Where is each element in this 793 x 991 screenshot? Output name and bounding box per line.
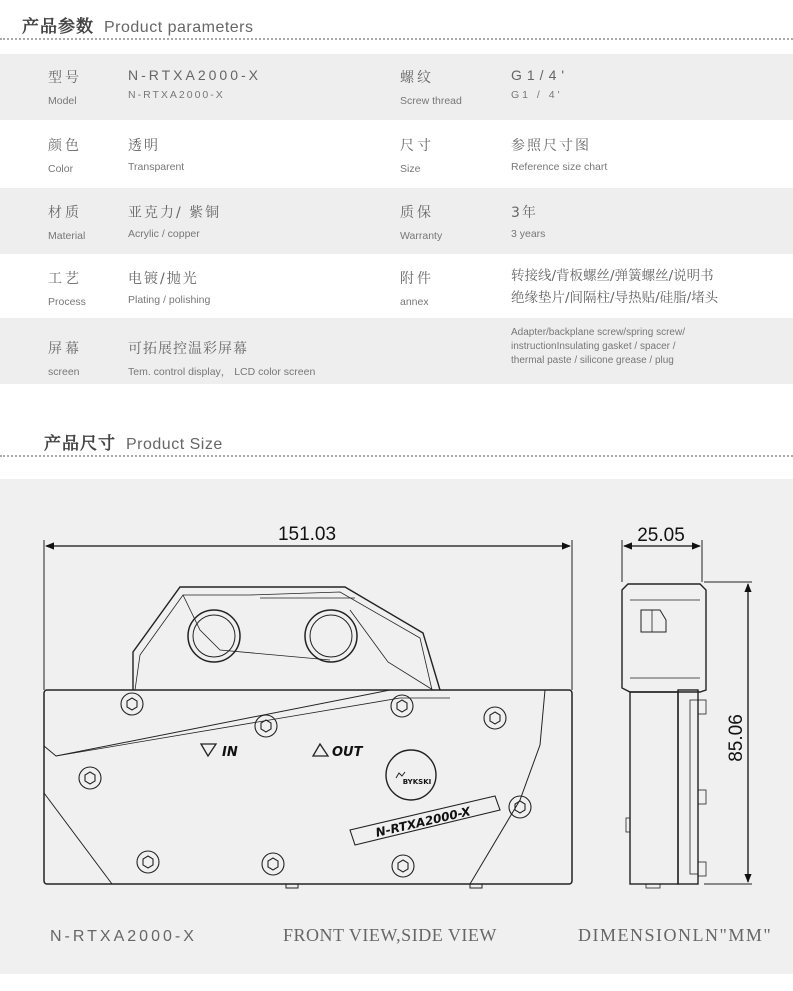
in-label: IN bbox=[222, 745, 238, 760]
byski-logo bbox=[386, 750, 436, 800]
model-value-en: N-RTXA2000-X bbox=[128, 89, 225, 101]
screen-value-en: Tem. control display， LCD color screen bbox=[128, 366, 316, 378]
divider bbox=[0, 455, 793, 457]
caption-units: DIMENSIONLN"MM" bbox=[578, 925, 773, 945]
color-label-cn: 颜色 bbox=[48, 138, 82, 154]
annex-value-line2: 绝缘垫片/间隔柱/导热贴/硅脂/堵头 bbox=[511, 290, 719, 306]
in-label-group bbox=[201, 744, 238, 760]
side-view bbox=[622, 540, 752, 888]
params-title-cn: 产品参数 bbox=[22, 17, 94, 37]
screen-label-en: screen bbox=[48, 366, 80, 378]
size-label-en: Size bbox=[400, 163, 421, 175]
thread-value-en: G1 / 4' bbox=[511, 89, 563, 101]
main-plate bbox=[44, 690, 572, 884]
params-title-en: Product parameters bbox=[104, 19, 254, 36]
thread-label-cn: 螺纹 bbox=[400, 70, 434, 86]
process-label-cn: 工艺 bbox=[48, 271, 82, 287]
thread-value: G1/4' bbox=[511, 67, 570, 83]
process-value: 电镀/抛光 bbox=[128, 271, 199, 287]
size-section-title bbox=[44, 429, 223, 454]
divider bbox=[0, 38, 793, 40]
warranty-value-en: 3 years bbox=[511, 228, 546, 240]
annex-label-cn: 附件 bbox=[400, 271, 434, 287]
warranty-label-cn: 质保 bbox=[400, 205, 434, 221]
technical-drawing bbox=[0, 479, 793, 974]
warranty-value: 3年 bbox=[511, 205, 538, 221]
out-label: OUT bbox=[332, 745, 363, 760]
size-title-cn: 产品尺寸 bbox=[44, 434, 116, 454]
model-label-cn: 型号 bbox=[48, 70, 82, 86]
material-label-cn: 材质 bbox=[48, 205, 82, 221]
material-value: 亚克力/ 紫铜 bbox=[128, 205, 222, 221]
color-value: 透明 bbox=[128, 138, 160, 154]
process-value-en: Plating / polishing bbox=[128, 294, 211, 306]
model-plate-text: N-RTXA2000-X bbox=[374, 804, 472, 840]
material-value-en: Acrylic / copper bbox=[128, 228, 200, 240]
port-in bbox=[188, 610, 240, 662]
param-row-process bbox=[0, 254, 793, 320]
terminal-block bbox=[133, 587, 440, 690]
thickness-dim-label: 25.05 bbox=[637, 525, 685, 546]
caption-model: N-RTXA2000-X bbox=[50, 928, 197, 945]
model-label-en: Model bbox=[48, 95, 77, 107]
logo-text: BYKSKI bbox=[402, 778, 432, 786]
size-label-cn: 尺寸 bbox=[400, 138, 434, 154]
param-row-material bbox=[0, 188, 793, 254]
size-drawing bbox=[0, 479, 793, 974]
size-value-en: Reference size chart bbox=[511, 161, 608, 173]
material-label-en: Material bbox=[48, 230, 86, 242]
param-row-screen bbox=[0, 318, 793, 384]
thread-label-en: Screw thread bbox=[400, 95, 462, 107]
screen-label-cn: 屏幕 bbox=[48, 341, 82, 357]
process-label-en: Process bbox=[48, 296, 86, 308]
port-out bbox=[305, 610, 357, 662]
height-dim-label: 85.06 bbox=[726, 714, 747, 762]
thickness-dimension bbox=[624, 525, 700, 546]
height-dimension bbox=[726, 584, 748, 882]
out-label-group bbox=[313, 744, 364, 760]
screen-value: 可拓展控温彩屏幕 bbox=[128, 341, 248, 357]
model-value: N-RTXA2000-X bbox=[128, 67, 262, 83]
color-label-en: Color bbox=[48, 163, 74, 175]
size-value: 参照尺寸图 bbox=[511, 138, 591, 154]
size-title-en: Product Size bbox=[126, 436, 223, 453]
color-value-en: Transparent bbox=[128, 161, 185, 173]
annex-label-en: annex bbox=[400, 296, 429, 308]
param-row-color bbox=[0, 122, 793, 188]
param-row-model bbox=[0, 54, 793, 120]
warranty-label-en: Warranty bbox=[400, 230, 443, 242]
params-section-title bbox=[22, 12, 254, 37]
annex-en-line3: thermal paste / silicone grease / plug bbox=[511, 355, 674, 366]
screw-icon bbox=[79, 693, 531, 877]
width-dim-label: 151.03 bbox=[277, 524, 337, 545]
annex-en-line1: Adapter/backplane screw/spring screw/ bbox=[511, 327, 685, 338]
annex-en-line2: instructionInsulating gasket / spacer / bbox=[511, 341, 676, 352]
caption-views: FRONT VIEW,SIDE VIEW bbox=[283, 925, 497, 945]
width-dimension bbox=[44, 524, 572, 690]
annex-value-line1: 转接线/背板螺丝/弹簧螺丝/说明书 bbox=[511, 268, 714, 284]
